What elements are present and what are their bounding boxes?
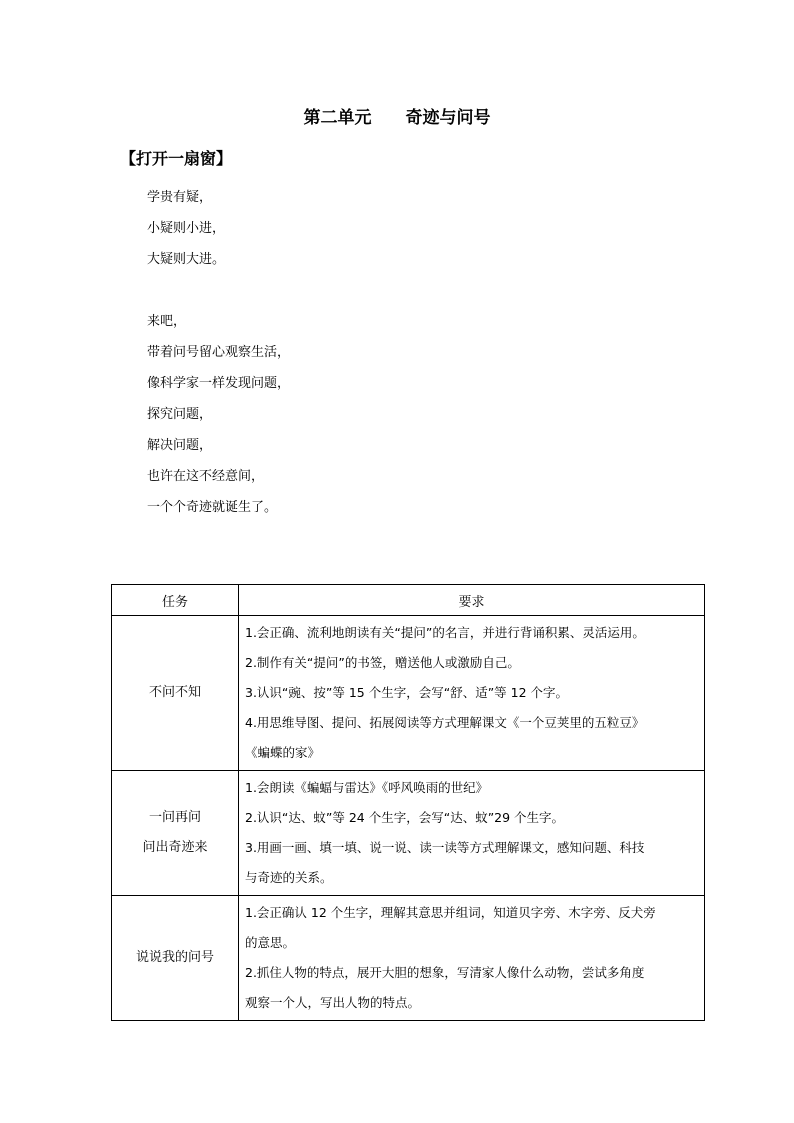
requirement-line: 2.抓住人物的特点，展开大胆的想象，写清家人像什么动物，尝试多角度 <box>245 965 645 980</box>
poem-line: 也许在这不经意间， <box>147 469 265 484</box>
task-cell <box>112 616 239 771</box>
task-cell <box>112 896 239 1021</box>
requirement-line: 2.认识“达、蚊”等 24 个生字，会写“达、蚊”29 个生字。 <box>245 810 565 825</box>
requirement-cell <box>239 771 705 896</box>
poem-line: 像科学家一样发现问题， <box>147 376 291 391</box>
poem-line: 小疑则小进， <box>147 221 226 236</box>
poem-line: 探究问题， <box>147 407 213 422</box>
table-row <box>112 616 705 771</box>
poem-line: 来吧， <box>147 314 187 329</box>
requirement-cell <box>239 896 705 1021</box>
task-name-line: 一问再问 <box>148 810 201 825</box>
section-heading: 【打开一扇窗】 <box>120 149 233 168</box>
requirement-cell <box>239 616 705 771</box>
table-row <box>112 771 705 896</box>
requirement-line: 1.会正确认 12 个生字，理解其意思并组词，知道贝字旁、木字旁、反犬旁 <box>245 905 656 920</box>
header-task: 任务 <box>112 585 239 616</box>
requirement-line: 1.会朗读《蝙蝠与雷达》《呼风唤雨的世纪》 <box>245 780 489 795</box>
poem-line: 学贵有疑， <box>147 190 213 205</box>
task-table <box>111 584 705 1021</box>
poem-line: 带着问号留心观察生活， <box>147 345 291 360</box>
table-header-row <box>112 585 705 616</box>
table-row <box>112 896 705 1021</box>
requirement-line: 3.用画一画、填一填、说一说、读一读等方式理解课文，感知问题、科技 <box>245 840 645 855</box>
poem <box>147 182 290 523</box>
poem-line: 大疑则大进。 <box>147 252 226 267</box>
page-title: 第二单元 奇迹与问号 <box>303 108 491 128</box>
task-name-line: 说说我的问号 <box>135 950 214 965</box>
requirement-line: 1.会正确、流利地朗读有关“提问”的名言，并进行背诵积累、灵活运用。 <box>245 625 645 640</box>
stanza-gap <box>147 275 290 306</box>
poem-line: 解决问题， <box>147 438 213 453</box>
requirement-line: 4.用思维导图、提问、拓展阅读等方式理解课文《一个豆荚里的五粒豆》 <box>245 715 645 730</box>
header-requirement: 要求 <box>239 585 705 616</box>
requirement-line: 2.制作有关“提问”的书签，赠送他人或激励自己。 <box>245 655 520 670</box>
requirement-line: 的意思。 <box>245 935 296 950</box>
requirement-line: 3.认识“豌、按”等 15 个生字，会写“舒、适”等 12 个字。 <box>245 685 569 700</box>
requirement-line: 《蝙蝶的家》 <box>245 745 321 760</box>
requirement-line: 与奇迹的关系。 <box>245 870 333 885</box>
task-name-line: 问出奇迹来 <box>142 840 208 855</box>
task-name-line: 不问不知 <box>148 685 201 700</box>
requirement-line: 观察一个人，写出人物的特点。 <box>245 995 421 1010</box>
task-cell <box>112 771 239 896</box>
poem-line: 一个个奇迹就诞生了。 <box>147 500 278 515</box>
